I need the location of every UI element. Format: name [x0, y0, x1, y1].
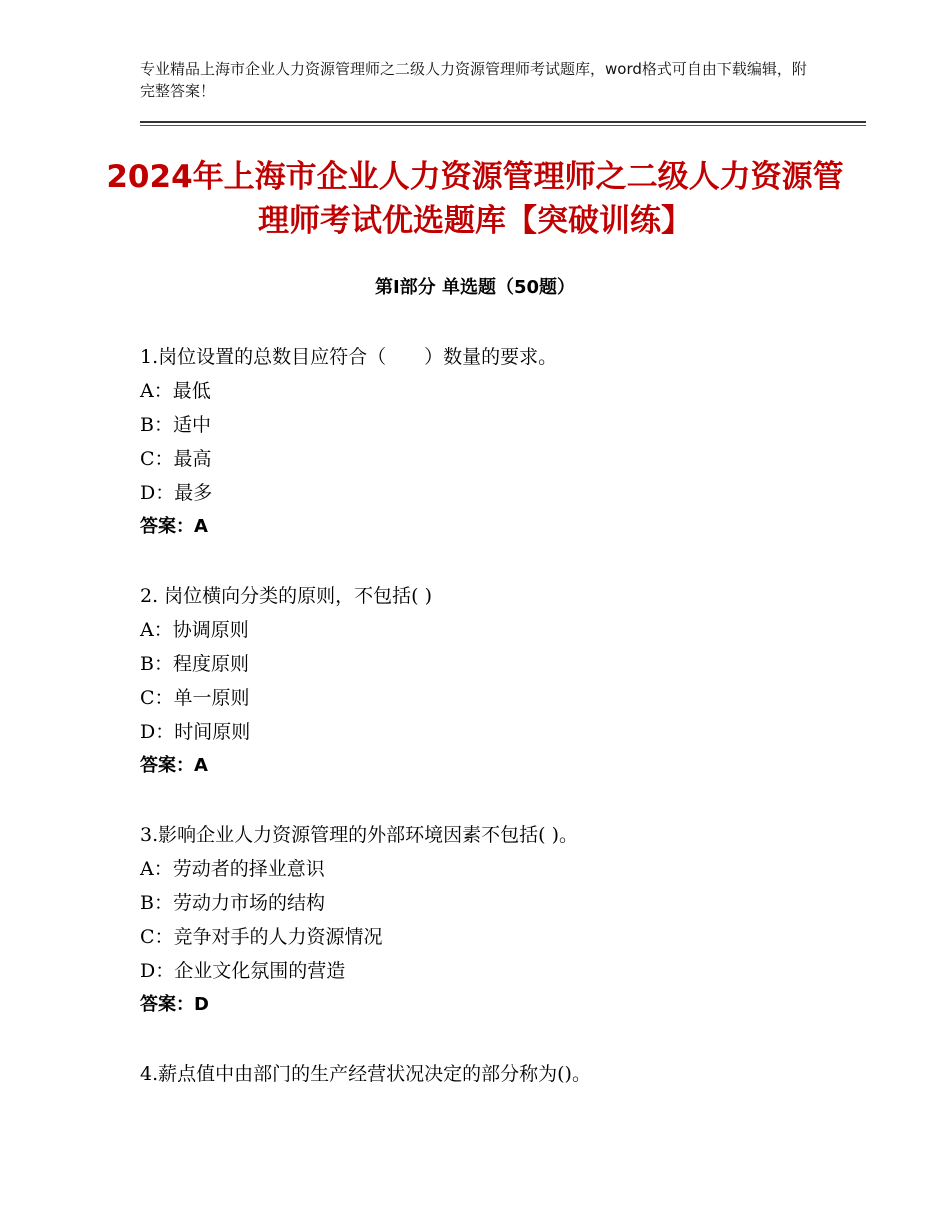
question-stem: 3.影响企业人力资源管理的外部环境因素不包括( )。	[140, 824, 578, 846]
option-c: C：最高	[140, 448, 212, 470]
section-heading: 第Ⅰ部分 单选题（50题）	[374, 277, 575, 298]
question-2	[140, 579, 860, 783]
question-1	[140, 340, 860, 544]
answer: 答案：D	[140, 994, 209, 1015]
option-d: D：最多	[140, 482, 213, 504]
question-3	[140, 818, 860, 1022]
header-divider-thick	[140, 121, 866, 123]
option-b: B：劳动力市场的结构	[140, 892, 325, 914]
option-a: A：劳动者的择业意识	[140, 858, 325, 880]
document-title: 2024年上海市企业人力资源管理师之二级人力资源管理师考试优选题库【突破训练】	[106, 159, 844, 239]
option-b: B：程度原则	[140, 653, 249, 675]
option-b: B：适中	[140, 414, 211, 436]
option-c: C：单一原则	[140, 687, 250, 709]
question-stem: 2. 岗位横向分类的原则，不包括( )	[140, 585, 433, 607]
header-divider-thin	[140, 125, 866, 126]
option-a: A：协调原则	[140, 619, 249, 641]
question-stem: 1.岗位设置的总数目应符合（ ）数量的要求。	[140, 346, 558, 368]
option-a: A：最低	[140, 380, 211, 402]
answer: 答案：A	[140, 755, 208, 776]
header-note: 专业精品上海市企业人力资源管理师之二级人力资源管理师考试题库，word格式可自由下载编辑，附完整答案！	[140, 60, 807, 100]
question-stem: 4.薪点值中由部门的生产经营状况决定的部分称为()。	[140, 1063, 591, 1085]
option-c: C：竞争对手的人力资源情况	[140, 926, 383, 948]
answer: 答案：A	[140, 516, 208, 537]
option-d: D：企业文化氛围的营造	[140, 960, 346, 982]
option-d: D：时间原则	[140, 721, 251, 743]
question-4	[140, 1057, 860, 1091]
